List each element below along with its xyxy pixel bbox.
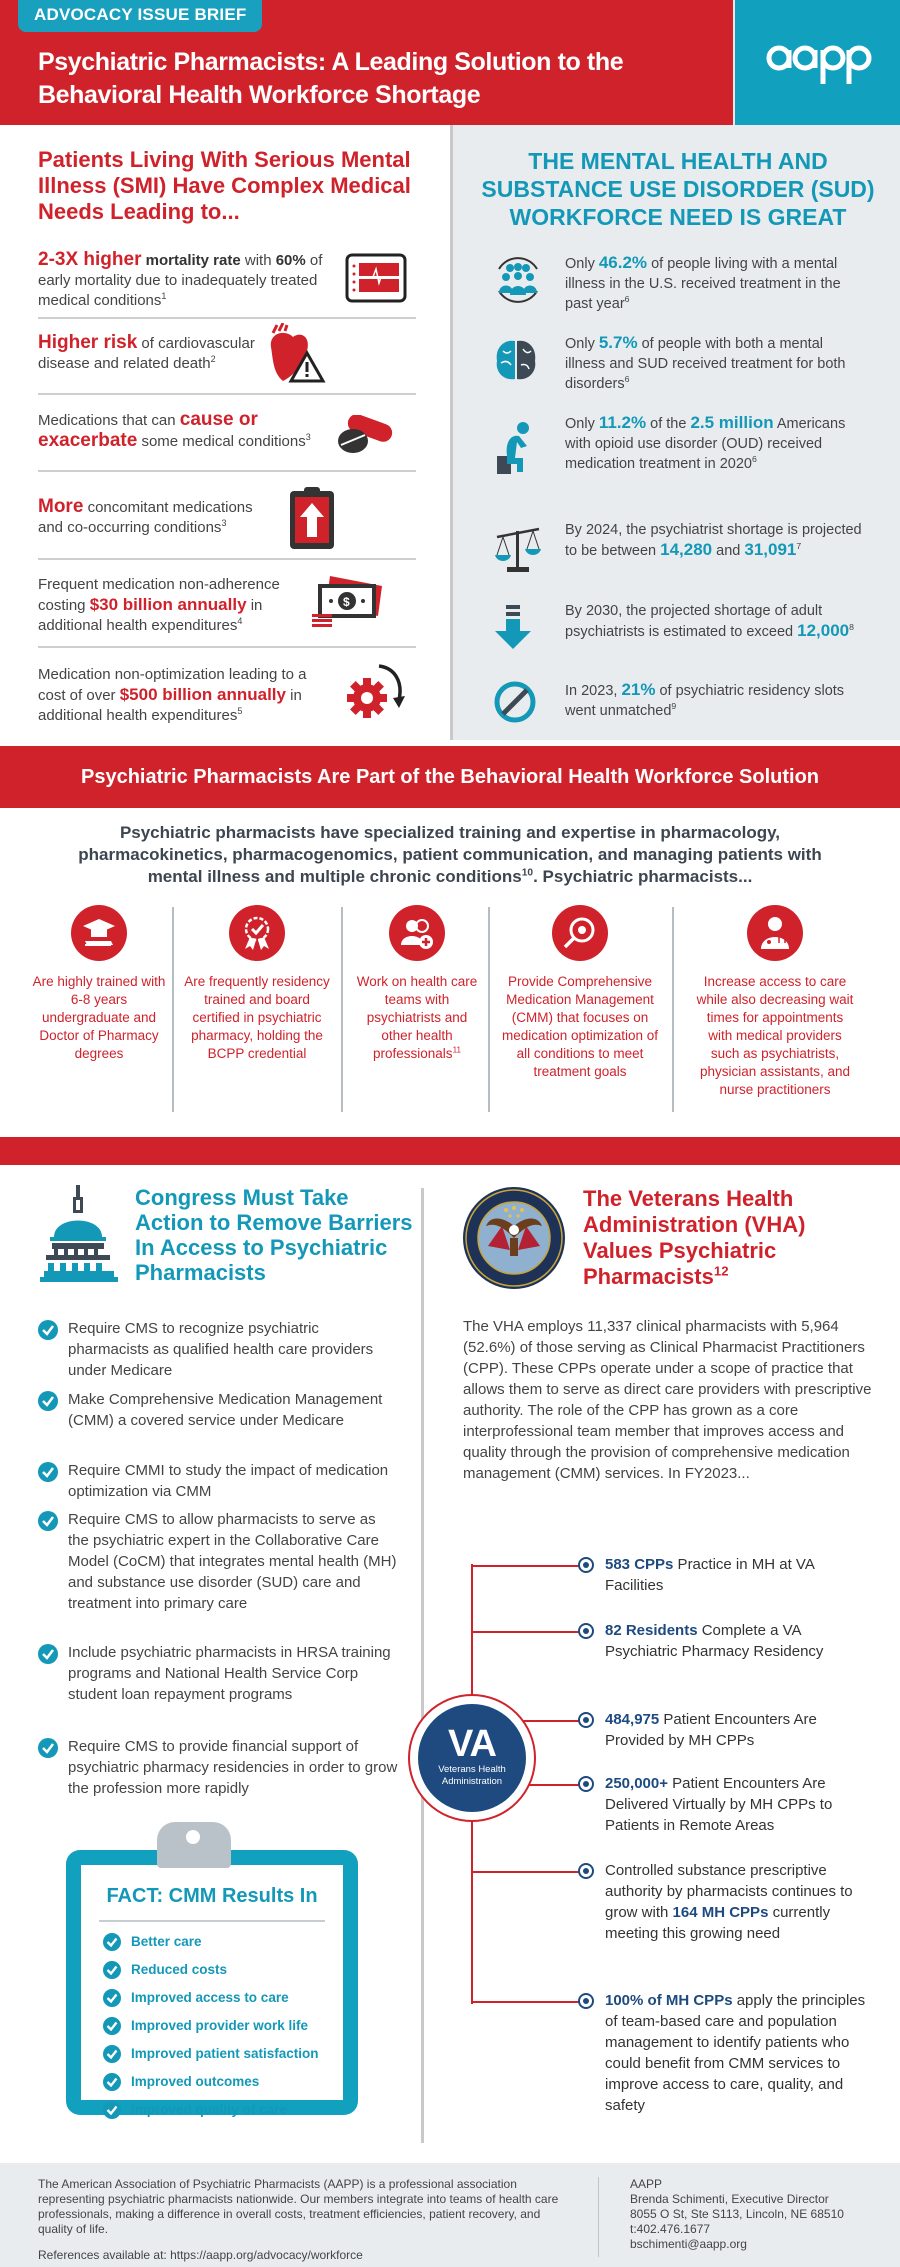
sud-title: THE MENTAL HEALTH AND SUBSTANCE USE DISORDER (SUD) WORKFORCE NEED IS GREAT <box>481 148 875 230</box>
divider <box>38 470 416 472</box>
request-item: Make Comprehensive Medication Management (CMM) a covered service under Medicare <box>38 1389 398 1431</box>
clipboard-up-icon <box>288 485 336 551</box>
smi-item-non-optimization: Medication non-optimization leading to a cost of over $500 billion annually in additional health expenditures$^5$ <box>38 666 307 724</box>
care-team-icon <box>399 915 435 951</box>
sud-item-oud: Only 11.2% of the 2.5 million Americans with opioid use disorder (OUD) received medication treatment in 2020$^6$ <box>565 413 846 472</box>
smi-item-concomitant: More concomitant medications and co-occurring conditions$^3$ <box>38 496 253 536</box>
va-branch-line <box>471 1631 579 1633</box>
check-circle-icon <box>103 1961 121 1979</box>
fact-item: Improved quality of care <box>103 2101 287 2119</box>
contact-name: Brenda Schimenti, Executive Director <box>630 2192 829 2206</box>
pillar-residency-trained: Are frequently residency trained and board certified in psychiatric pharmacy, holding the BCPP credential <box>182 905 332 1063</box>
check-circle-icon <box>38 1738 58 1758</box>
pillar-highly-trained: Are highly trained with 6-8 years undergraduate and Doctor of Pharmacy degrees <box>30 905 168 1063</box>
smi-item-medications: Medications that can cause or exacerbate some medical conditions$^3$ <box>38 409 311 451</box>
section-divider-band <box>0 1137 900 1165</box>
pillar-care-teams: Work on health care teams with psychiatrists and other health professionals$^{11}$ <box>352 905 482 1063</box>
brain-icon <box>493 337 539 383</box>
distressed-person-icon <box>493 420 539 476</box>
prohibited-icon <box>493 680 537 724</box>
request-item: Include psychiatric pharmacists in HRSA training programs and National Health Service Corp student loan repayment programs <box>38 1642 398 1705</box>
clipboard-clip-icon <box>157 1822 231 1868</box>
check-circle-icon <box>38 1320 58 1340</box>
issue-brief-tag: ADVOCACY ISSUE BRIEF <box>18 0 262 32</box>
smi-section <box>0 125 450 740</box>
capitol-icon <box>38 1185 120 1285</box>
fact-item: Improved patient satisfaction <box>103 2045 319 2063</box>
fact-item: Better care <box>103 1933 202 1951</box>
check-circle-icon <box>38 1644 58 1664</box>
smi-highlight: 2-3X higher <box>38 249 142 270</box>
pillar-divider <box>488 907 490 1112</box>
page-title: Psychiatric Pharmacists: A Leading Solution to the Behavioral Health Workforce Shortage <box>38 48 624 109</box>
va-branch-line <box>471 2001 579 2003</box>
va-badge-sub: Veterans Health Administration <box>438 1764 506 1787</box>
aapp-logo <box>733 0 900 125</box>
contact-phone: t:402.476.1677 <box>630 2222 711 2236</box>
smi-item-mortality: 2-3X higher mortality rate with 60% of early mortality due to inadequately treated medical conditions$^1$ <box>38 249 323 309</box>
va-stat: 583 CPPs Practice in MH at VA Facilities <box>605 1556 814 1594</box>
divider <box>38 558 416 560</box>
header-banner <box>0 0 900 125</box>
people-group-icon <box>493 255 543 305</box>
fact-item: Improved provider work life <box>103 2017 308 2035</box>
award-ribbon-icon <box>239 915 275 951</box>
smi-title: Patients Living With Serious Mental Illness (SMI) Have Complex Medical Needs Leading to... <box>38 147 411 224</box>
bullet-dot-icon <box>578 1712 594 1728</box>
down-arrow-icon <box>493 603 533 651</box>
pillar-divider <box>341 907 343 1112</box>
svg-text:$: $ <box>343 595 350 609</box>
check-circle-icon <box>38 1391 58 1411</box>
check-circle-icon <box>38 1462 58 1482</box>
divider <box>38 646 416 648</box>
request-item: Require CMS to provide financial support of psychiatric pharmacy residencies in order to grow the profession more rapidly <box>38 1736 398 1799</box>
request-item: Require CMMI to study the impact of medication optimization via CMM <box>38 1460 398 1502</box>
bullet-dot-icon <box>578 1863 594 1879</box>
va-branch-line <box>528 1784 579 1786</box>
check-circle-icon <box>103 2045 121 2063</box>
smi-item-cardio-risk: Higher risk of cardiovascular disease and related death$^2$ <box>38 332 255 372</box>
congress-title: Congress Must Take Action to Remove Barriers In Access to Psychiatric Pharmacists <box>135 1185 413 1285</box>
divider <box>598 2177 599 2257</box>
va-stat: 250,000+ Patient Encounters Are Delivered Virtually by MH CPPs to Patients in Remote Areas <box>605 1775 833 1834</box>
heart-monitor-icon <box>345 253 407 303</box>
va-badge <box>408 1694 536 1822</box>
aapp-logo-icon <box>765 40 875 86</box>
divider <box>38 393 416 395</box>
va-branch-line <box>471 1871 579 1873</box>
vha-title: The Veterans Health Administration (VHA) Values Psychiatric Pharmacists$^{12}$ <box>583 1186 806 1289</box>
check-circle-icon <box>103 1989 121 2007</box>
sud-item-dual-diagnosis: Only 5.7% of people with both a mental illness and SUD received treatment for both disorders$^6$ <box>565 333 846 392</box>
pillar-divider <box>172 907 174 1112</box>
references-link[interactable]: References available at: https://aapp.org/advocacy/workforce <box>38 2248 363 2262</box>
pillar-cmm: Provide Comprehensive Medication Management (CMM) that focuses on medication optimization of all conditions to meet treatment goals <box>500 905 660 1081</box>
sud-item-residency-slots: In 2023, 21% of psychiatric residency slots went unmatched$^9$ <box>565 680 845 719</box>
pills-icon <box>335 415 395 457</box>
bullet-dot-icon <box>578 1776 594 1792</box>
graduation-cap-icon <box>81 915 117 951</box>
bullet-dot-icon <box>578 1557 594 1573</box>
check-circle-icon <box>103 2073 121 2091</box>
sud-section <box>450 125 900 740</box>
scales-icon <box>493 525 543 575</box>
footer <box>0 2163 900 2267</box>
bullet-dot-icon <box>578 1993 594 2009</box>
va-branch-line <box>520 1720 579 1722</box>
fact-item: Improved outcomes <box>103 2073 259 2091</box>
divider <box>38 317 416 319</box>
bullet-dot-icon <box>578 1623 594 1639</box>
heart-warning-icon <box>265 323 331 385</box>
contact-address: 8055 O St, Ste S113, Lincoln, NE 68510 <box>630 2207 844 2221</box>
pillar-divider <box>672 907 674 1112</box>
divider <box>99 1920 325 1922</box>
va-branch-line <box>471 1565 579 1567</box>
doctor-icon <box>757 915 793 951</box>
fact-item: Improved access to care <box>103 1989 289 2007</box>
footer-about: The American Association of Psychiatric Pharmacists (AAPP) is a professional association representing psychiatric pharmacists nationwide. Our members integrate into teams of health care professionals, making a difference in overall costs, treatment efficiencies, patient recovery, and quality of life. <box>38 2177 559 2236</box>
target-magnifier-icon <box>562 915 598 951</box>
vha-body: The VHA employs 11,337 clinical pharmacists with 5,964 (52.6%) of those serving as Clinical Pharmacist Practitioners (CPP). These CPPs operate under a scope of practice that allows them to serve as direct care providers with prescriptive authority. The role of the CPP has grown as a core interprofessional team member that improves access and quality through the provision of comprehensive medication management (CMM) services. In FY2023... <box>463 1318 872 1482</box>
footer-contact <box>630 2177 844 2252</box>
va-stat: Controlled substance prescriptive authority by pharmacists continues to grow with 164 MH CPPs currently meeting this growing need <box>605 1862 853 1942</box>
sud-item-psychiatrist-shortage: By 2024, the psychiatrist shortage is projected to be between 14,280 and 31,091$^7$ <box>565 522 862 559</box>
request-item: Require CMS to allow pharmacists to serve as the psychiatric expert in the Collaborative Care Model (CoCM) that integrates mental health (MH) and substance use disorder (SUD) care and treatment into primary care <box>38 1509 398 1614</box>
smi-item-non-adherence: Frequent medication non-adherence costing $30 billion annually in additional health expenditures$^4$ <box>38 576 280 634</box>
solution-banner: Psychiatric Pharmacists Are Part of the Behavioral Health Workforce Solution <box>0 746 900 808</box>
contact-email[interactable]: bschimenti@aapp.org <box>630 2237 747 2251</box>
va-stat: 484,975 Patient Encounters Are Provided by MH CPPs <box>605 1711 817 1749</box>
sud-item-treatment: Only 46.2% of people living with a mental illness in the U.S. received treatment in the past year$^6$ <box>565 253 841 312</box>
fact-item: Reduced costs <box>103 1961 227 1979</box>
check-circle-icon <box>103 2101 121 2119</box>
solution-intro: Psychiatric pharmacists have specialized training and expertise in pharmacology, pharmacokinetics, pharmacogenomics, patient communication, and managing patients with mental illness and multiple chronic conditions$^{10}$. Psychiatric pharmacists... <box>78 823 822 886</box>
check-circle-icon <box>103 1933 121 1951</box>
fact-clipboard <box>66 1850 358 2115</box>
va-stat: 82 Residents Complete a VA Psychiatric Pharmacy Residency <box>605 1622 824 1660</box>
pillar-access: Increase access to care while also decreasing wait times for appointments with medical providers such as psychiatrists, physician assistants, and nurse practitioners <box>695 905 855 1099</box>
contact-org: AAPP <box>630 2177 663 2191</box>
column-divider <box>421 1188 424 2143</box>
money-icon <box>312 572 384 628</box>
check-circle-icon <box>103 2017 121 2035</box>
request-item: Require CMS to recognize psychiatric pharmacists as qualified health care providers under Medicare <box>38 1318 398 1381</box>
sud-item-adult-psychiatrists: By 2030, the projected shortage of adult psychiatrists is estimated to exceed 12,000$^8$ <box>565 603 854 640</box>
va-stat: 100% of MH CPPs apply the principles of team-based care and population management to identify patients who could benefit from CMM services to improve access to care, quality, and safety <box>605 1992 866 2114</box>
check-circle-icon <box>38 1511 58 1531</box>
va-seal-icon <box>462 1186 566 1290</box>
va-badge-main: VA <box>448 1723 496 1765</box>
gear-cycle-icon <box>343 660 409 724</box>
fact-title: FACT: CMM Results In <box>106 1885 318 1907</box>
